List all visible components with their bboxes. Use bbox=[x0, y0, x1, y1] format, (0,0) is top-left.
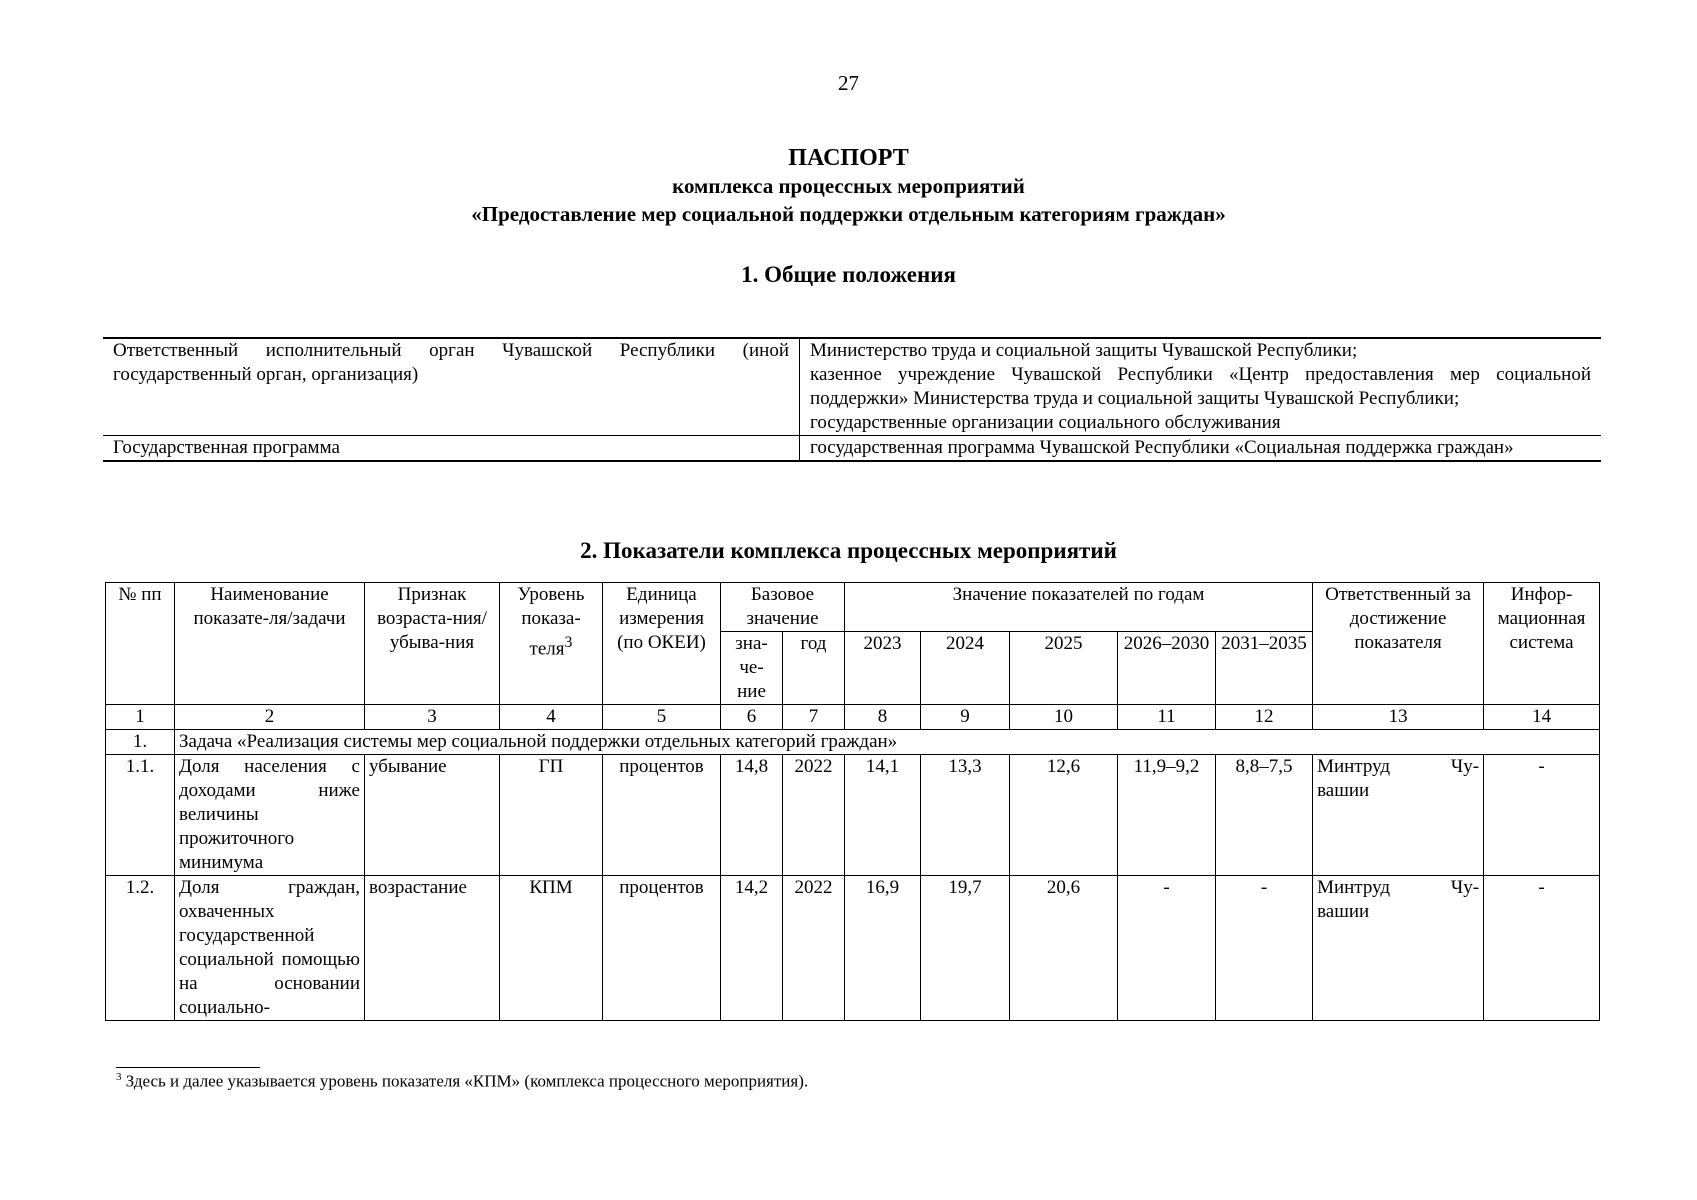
column-number: 6 bbox=[721, 705, 783, 730]
column-numbers-row bbox=[106, 705, 1600, 730]
indicator-level: ГП bbox=[500, 755, 603, 876]
footnote-text: Здесь и далее указывается уровень показателя «КПМ» (комплекса процессного мероприятия). bbox=[121, 1071, 809, 1091]
header-year: 2026–2030 bbox=[1118, 632, 1216, 705]
responsible-org-part: Минтруд bbox=[1317, 756, 1391, 777]
indicators-table bbox=[105, 582, 1600, 1021]
header-row bbox=[106, 583, 1600, 632]
header-unit: Единица измерения (по ОКЕИ) bbox=[603, 583, 721, 705]
base-value: 14,2 bbox=[721, 876, 783, 1021]
responsible-org-part: Чу- bbox=[1450, 877, 1480, 898]
footnote-separator bbox=[116, 1067, 260, 1068]
column-number: 5 bbox=[603, 705, 721, 730]
column-number: 9 bbox=[921, 705, 1010, 730]
value-2031-2035: 8,8–7,5 bbox=[1216, 755, 1313, 876]
info-system: - bbox=[1484, 755, 1600, 876]
program-label: Государственная программа bbox=[103, 436, 800, 462]
column-number: 1 bbox=[106, 705, 175, 730]
footnote-ref: 3 bbox=[564, 634, 573, 651]
base-value: 14,8 bbox=[721, 755, 783, 876]
header-base: Базовое значение bbox=[721, 583, 845, 632]
indicator-name: Доля населения с доходами ниже величины прожиточного минимума bbox=[175, 755, 365, 876]
header-info-system: Инфор-мационная система bbox=[1484, 583, 1600, 705]
header-year: 2023 bbox=[845, 632, 921, 705]
header-year: 2031–2035 bbox=[1216, 632, 1313, 705]
indicator-unit: процентов bbox=[603, 755, 721, 876]
document-subtitle: комплекса процессных мероприятий bbox=[672, 174, 1025, 198]
header-base-year: год bbox=[783, 632, 845, 705]
responsible-label: Ответственный исполнительный орган Чувашской Республики (иной государственный орган, организация) bbox=[103, 338, 800, 436]
table-row bbox=[103, 338, 1601, 436]
base-year: 2022 bbox=[783, 876, 845, 1021]
responsible-org-part: Чу- bbox=[1450, 756, 1480, 777]
column-number: 13 bbox=[1313, 705, 1484, 730]
header-level bbox=[500, 583, 603, 705]
value-2023: 14,1 bbox=[845, 755, 921, 876]
column-number: 4 bbox=[500, 705, 603, 730]
responsible-org-part: вашии bbox=[1317, 780, 1370, 801]
responsible-org-part: Минтруд bbox=[1317, 877, 1391, 898]
program-name: «Предоставление мер социальной поддержки отдельным категориям граждан» bbox=[471, 202, 1226, 226]
value-2026-2030: 11,9–9,2 bbox=[1118, 755, 1216, 876]
indicator-unit: процентов bbox=[603, 876, 721, 1021]
section1-heading: 1. Общие положения bbox=[741, 262, 956, 287]
info-system: - bbox=[1484, 876, 1600, 1021]
column-number: 10 bbox=[1010, 705, 1118, 730]
value-2031-2035: - bbox=[1216, 876, 1313, 1021]
column-number: 8 bbox=[845, 705, 921, 730]
value-2025: 20,6 bbox=[1010, 876, 1118, 1021]
value-2026-2030: - bbox=[1118, 876, 1216, 1021]
section2-heading: 2. Показатели комплекса процессных мероприятий bbox=[580, 538, 1117, 563]
responsible-org bbox=[1313, 876, 1484, 1021]
responsible-value-line: Министерство труда и социальной защиты Чувашской Республики; bbox=[810, 340, 1358, 361]
header-level-text: Уровень показа-теля bbox=[517, 584, 585, 660]
document-title: ПАСПОРТ bbox=[788, 145, 909, 171]
value-2024: 13,3 bbox=[921, 755, 1010, 876]
header-responsible: Ответственный за достижение показателя bbox=[1313, 583, 1484, 705]
row-num: 1.2. bbox=[106, 876, 175, 1021]
task-row bbox=[106, 730, 1600, 755]
general-provisions-table bbox=[103, 337, 1601, 462]
responsible-value-line: казенное учреждение Чувашской Республики «Центр предоставления мер социальной поддержки» Министерства труда и социальной защиты Чувашской Республики; bbox=[810, 364, 1591, 409]
value-2025: 12,6 bbox=[1010, 755, 1118, 876]
column-number: 2 bbox=[175, 705, 365, 730]
responsible-org-part: вашии bbox=[1317, 901, 1370, 922]
table-row bbox=[106, 876, 1600, 1021]
indicator-sign: возрастание bbox=[365, 876, 500, 1021]
column-number: 11 bbox=[1118, 705, 1216, 730]
table-row bbox=[103, 436, 1601, 462]
document-header bbox=[0, 144, 1697, 228]
indicator-sign: убывание bbox=[365, 755, 500, 876]
column-number: 12 bbox=[1216, 705, 1313, 730]
header-sign: Признак возраста-ния/убыва-ния bbox=[365, 583, 500, 705]
row-num: 1.1. bbox=[106, 755, 175, 876]
indicator-level: КПМ bbox=[500, 876, 603, 1021]
header-name: Наименование показате-ля/задачи bbox=[175, 583, 365, 705]
value-2024: 19,7 bbox=[921, 876, 1010, 1021]
program-value-line: государственная программа Чувашской Республики «Социальная поддержка граждан» bbox=[810, 437, 1514, 458]
responsible-value bbox=[800, 338, 1602, 436]
task-num: 1. bbox=[106, 730, 175, 755]
footnote bbox=[116, 1071, 808, 1092]
responsible-value-line: государственные организации социального обслуживания bbox=[810, 412, 1281, 433]
program-value bbox=[800, 436, 1602, 462]
task-text: Задача «Реализация системы мер социальной поддержки отдельных категорий граждан» bbox=[175, 730, 1600, 755]
base-year: 2022 bbox=[783, 755, 845, 876]
table-row bbox=[106, 755, 1600, 876]
column-number: 14 bbox=[1484, 705, 1600, 730]
value-2023: 16,9 bbox=[845, 876, 921, 1021]
header-year: 2024 bbox=[921, 632, 1010, 705]
indicator-name: Доля граждан, охваченных государственной социальной помощью на основании социально- bbox=[175, 876, 365, 1021]
column-number: 3 bbox=[365, 705, 500, 730]
page-number: 27 bbox=[838, 71, 859, 95]
responsible-org bbox=[1313, 755, 1484, 876]
header-base-value: зна-че-ние bbox=[721, 632, 783, 705]
footnote-mark: 3 bbox=[116, 1071, 122, 1083]
header-years-group: Значение показателей по годам bbox=[845, 583, 1313, 632]
header-num: № пп bbox=[106, 583, 175, 705]
header-year: 2025 bbox=[1010, 632, 1118, 705]
column-number: 7 bbox=[783, 705, 845, 730]
